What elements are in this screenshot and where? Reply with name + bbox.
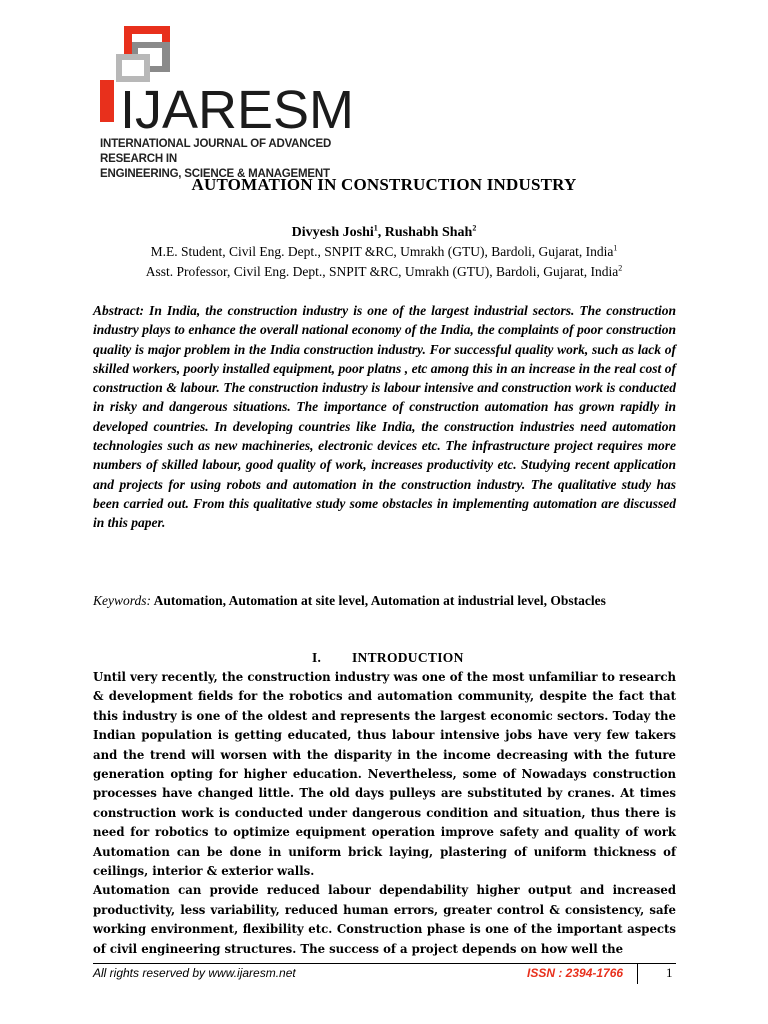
affiliation-text: Asst. Professor, Civil Eng. Dept., SNPIT &RC, Umrakh (GTU), Bardoli, Gujarat, India [145, 264, 619, 279]
footer-rule [93, 963, 676, 964]
keywords-text: Automation, Automation at site level, Automation at industrial level, Obstacles [151, 593, 606, 608]
logo-subtitle-line2: ENGINEERING, SCIENCE & MANAGEMENT [100, 168, 330, 180]
section-heading [312, 650, 464, 666]
introduction-body [93, 668, 676, 959]
author-name: Divyesh Joshi [291, 225, 374, 240]
author-name: Rushabh Shah [384, 225, 473, 240]
logo-wordmark: IJARESM [120, 80, 355, 140]
affiliation-1 [0, 244, 768, 260]
journal-logo [98, 24, 378, 180]
abstract-text: In India, the construction industry is one of the largest industrial sectors. The construction industry plays to enhance the overall national economy of the India, the complaints of poor construction quality is major problem in the India construction industry. For successful quality work, such as lack of skilled workers, poorly installed equipment, poor platns , etc among this in an increase in the real cost of construction & labour. The construction industry is labour intensive and construction work is conducted in risky and dangerous situations. The importance of construction automation has grown rapidly in developed countries. In developing countries like India, the construction industries need automation technologies such as new machineries, electronic devices etc. The infrastructure project requires more numbers of skilled labour, good quality of work, increases productivity etc. Studying recent application and projects for using robots and automation in the construction industry. The qualitative study has been carried out. From this qualitative study some obstacles in implementing automation are discussed in this paper. [93, 303, 676, 531]
author-superscript: 1 [373, 223, 378, 233]
paragraph: Until very recently, the construction industry was one of the most unfamiliar to research & development fields for the robotics and automation community, despite the fact that this industry is one of the oldest and represents the largest economic sectors. Today the Indian population is getting educated, thus labour intensive jobs have very few takers and the trend will worsen with the disparity in the income decreasing with the future generation opting for higher education. Nevertheless, some of Nowadays construction processes have changed little. The old days pulleys are substituted by cranes. At times construction work is conducted under dangerous condition and situation, thus there is need for robotics to optimize equipment operation improve safety and quality of work Automation can be done in uniform brick laying, plastering of uniform thickness of ceilings, interior & exterior walls. [93, 670, 676, 879]
footer-separator [637, 964, 638, 984]
author-line [0, 225, 768, 241]
section-number: I. [312, 650, 322, 665]
abstract-label: Abstract: [93, 303, 145, 318]
footer-rights: All rights reserved by www.ijaresm.net [93, 966, 296, 980]
affiliation-text: M.E. Student, Civil Eng. Dept., SNPIT &RC, Umrakh (GTU), Bardoli, Gujarat, India [150, 244, 614, 259]
author-superscript: 2 [472, 223, 477, 233]
footer-issn: ISSN : 2394-1766 [527, 966, 624, 980]
affiliation-2 [0, 264, 768, 280]
page-number: 1 [666, 965, 673, 980]
paragraph: Automation can provide reduced labour dependability higher output and increased productivity, less variability, reduced human errors, greater control & consistency, safe working environment, flexibility etc. Construction phase is one of the important aspects of civil engineering structures. The success of a project depends on how well the [93, 883, 676, 956]
affiliation-superscript: 2 [618, 263, 623, 273]
section-title: INTRODUCTION [352, 650, 464, 665]
keywords-label: Keywords: [93, 593, 151, 608]
affiliation-superscript: 1 [613, 243, 618, 253]
paper-title: AUTOMATION IN CONSTRUCTION INDUSTRY [191, 175, 577, 194]
author-separator: , [377, 225, 385, 240]
logo-subtitle-line1: INTERNATIONAL JOURNAL OF ADVANCED RESEARCH IN [100, 138, 332, 165]
abstract [93, 301, 676, 533]
keywords [93, 591, 676, 610]
